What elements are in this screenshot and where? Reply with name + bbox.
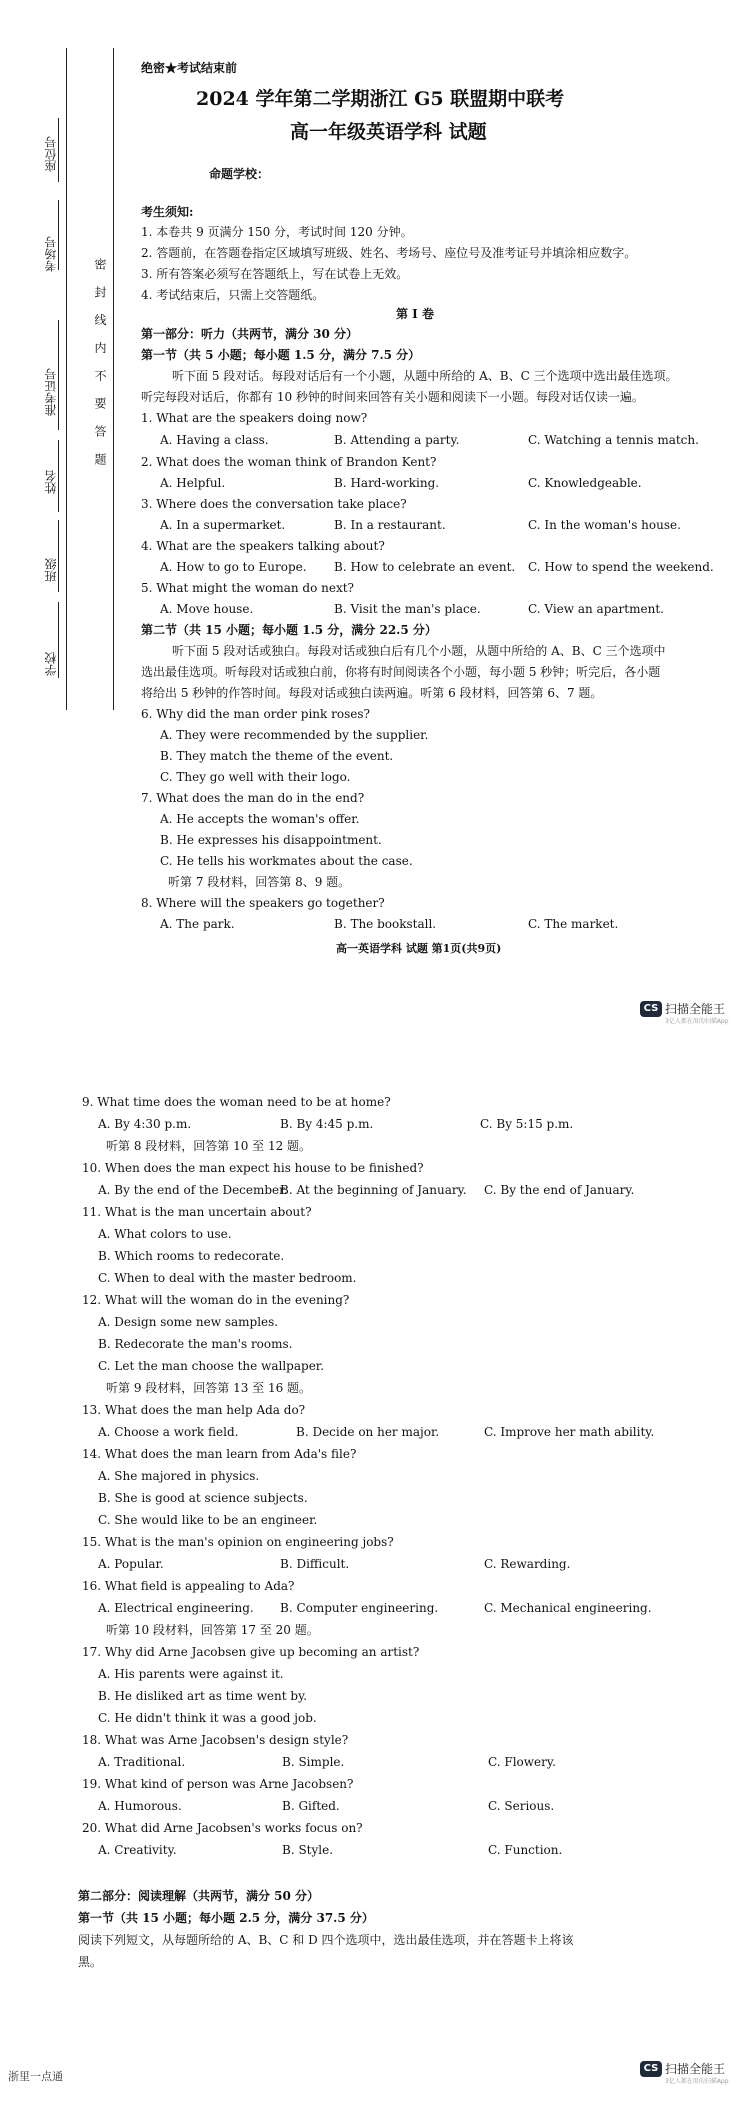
- q13-option-a: A. Choose a work field.: [98, 1425, 239, 1439]
- page-1-footer: 高一英语学科 试题 第1页(共9页): [336, 942, 502, 955]
- notice-1: 1. 本卷共 9 页满分 150 分，考试时间 120 分钟。: [141, 225, 413, 239]
- part2-section1-title: 第一节（共 15 小题；每小题 2.5 分，满分 37.5 分）: [78, 1911, 374, 1925]
- q15-option-b: B. Difficult.: [280, 1557, 350, 1571]
- section1-title: 第一节（共 5 小题；每小题 1.5 分，满分 7.5 分）: [141, 348, 421, 362]
- q16-option-b: B. Computer engineering.: [280, 1601, 439, 1615]
- section2-instruction-2: 选出最佳选项。听每段对话或独白前，你将有时间阅读各个小题，每小题 5 秒钟；听完后，各小题: [141, 665, 661, 679]
- q7-option-b: B. He expresses his disappointment.: [160, 833, 382, 847]
- side-field-school: 学校: [44, 652, 58, 676]
- part1-title: 第一部分：听力（共两节，满分 30 分）: [141, 327, 359, 341]
- q1-stem: 1. What are the speakers doing now?: [141, 411, 368, 425]
- q12-stem: 12. What will the woman do in the evening?: [82, 1293, 350, 1307]
- part2-section1-instruction-1: 阅读下列短文，从每题所给的 A、B、C 和 D 四个选项中，选出最佳选项，并在答题卡上将该: [78, 1933, 574, 1947]
- bottom-left-source: 浙里一点通: [8, 2070, 63, 2083]
- side-field-class: 班级: [44, 558, 58, 582]
- listen-8-note: 听第 8 段材料，回答第 10 至 12 题。: [106, 1139, 312, 1153]
- side-underline-class: [58, 520, 59, 592]
- q3-option-c: C. In the woman's house.: [528, 518, 681, 532]
- q15-option-c: C. Rewarding.: [484, 1557, 571, 1571]
- notice-title: 考生须知:: [141, 205, 194, 219]
- q3-option-a: A. In a supermarket.: [160, 518, 286, 532]
- q18-stem: 18. What was Arne Jacobsen's design style?: [82, 1733, 349, 1747]
- q1-option-b: B. Attending a party.: [334, 433, 460, 447]
- setter-school-label: 命题学校：: [209, 167, 270, 181]
- q1-option-a: A. Having a class.: [160, 433, 269, 447]
- q2-option-a: A. Helpful.: [160, 476, 226, 490]
- q18-option-b: B. Simple.: [282, 1755, 345, 1769]
- scanner-watermark-1: [640, 1000, 729, 1025]
- scanner-logo-icon-2: CS: [640, 2061, 662, 2077]
- q6-option-a: A. They were recommended by the supplier.: [160, 728, 429, 742]
- q9-option-b: B. By 4:45 p.m.: [280, 1117, 374, 1131]
- volume-title: 第 I 卷: [396, 307, 434, 321]
- q5-option-b: B. Visit the man's place.: [334, 602, 481, 616]
- q6-stem: 6. Why did the man order pink roses?: [141, 707, 370, 721]
- q20-stem: 20. What did Arne Jacobsen's works focus on?: [82, 1821, 363, 1835]
- q20-option-a: A. Creativity.: [98, 1843, 177, 1857]
- q12-option-b: B. Redecorate the man's rooms.: [98, 1337, 293, 1351]
- q9-option-c: C. By 5:15 p.m.: [480, 1117, 574, 1131]
- q3-stem: 3. Where does the conversation take place?: [141, 497, 407, 511]
- notice-4: 4. 考试结束后，只需上交答题纸。: [141, 288, 325, 302]
- section2-instruction-1: 听下面 5 段对话或独白。每段对话或独白后有几个小题，从题中所给的 A、B、C 三个选项中: [172, 644, 666, 658]
- q10-option-c: C. By the end of January.: [484, 1183, 635, 1197]
- q19-option-c: C. Serious.: [488, 1799, 555, 1813]
- q4-option-a: A. How to go to Europe.: [160, 560, 307, 574]
- q10-option-a: A. By the end of the December.: [98, 1183, 288, 1197]
- section1-instruction-2: 听完每段对话后，你都有 10 秒钟的时间来回答有关小题和阅读下一小题。每段对话仅读一遍。: [141, 390, 644, 404]
- part2-title: 第二部分：阅读理解（共两节，满分 50 分）: [78, 1889, 320, 1903]
- binding-line-outer: [66, 48, 67, 710]
- q11-option-b: B. Which rooms to redecorate.: [98, 1249, 285, 1263]
- q8-stem: 8. Where will the speakers go together?: [141, 896, 385, 910]
- scanner-logo-icon: CS: [640, 1001, 662, 1017]
- side-underline-school: [58, 602, 59, 678]
- q4-stem: 4. What are the speakers talking about?: [141, 539, 385, 553]
- q20-option-b: B. Style.: [282, 1843, 334, 1857]
- q17-option-c: C. He didn't think it was a good job.: [98, 1711, 317, 1725]
- seal-line-text: 密 封 线 内 不 要 答 题: [93, 258, 107, 471]
- q14-option-c: C. She would like to be an engineer.: [98, 1513, 318, 1527]
- q5-stem: 5. What might the woman do next?: [141, 581, 354, 595]
- q7-option-a: A. He accepts the woman's offer.: [160, 812, 360, 826]
- q18-option-c: C. Flowery.: [488, 1755, 556, 1769]
- notice-3: 3. 所有答案必须写在答题纸上，写在试卷上无效。: [141, 267, 409, 281]
- q8-option-b: B. The bookstall.: [334, 917, 437, 931]
- q2-stem: 2. What does the woman think of Brandon Kent?: [141, 455, 437, 469]
- scanner-name-2: 扫描全能王: [665, 2062, 726, 2076]
- q16-option-c: C. Mechanical engineering.: [484, 1601, 652, 1615]
- side-underline-room: [58, 200, 59, 270]
- q5-option-c: C. View an apartment.: [528, 602, 664, 616]
- q14-stem: 14. What does the man learn from Ada's file?: [82, 1447, 357, 1461]
- q16-stem: 16. What field is appealing to Ada?: [82, 1579, 295, 1593]
- q6-option-b: B. They match the theme of the event.: [160, 749, 394, 763]
- listen-9-note: 听第 9 段材料，回答第 13 至 16 题。: [106, 1381, 312, 1395]
- q12-option-a: A. Design some new samples.: [98, 1315, 279, 1329]
- side-field-name: 姓名: [44, 470, 58, 494]
- q4-option-c: C. How to spend the weekend.: [528, 560, 714, 574]
- listen-10-note: 听第 10 段材料，回答第 17 至 20 题。: [106, 1623, 319, 1637]
- q14-option-b: B. She is good at science subjects.: [98, 1491, 308, 1505]
- scanner-name: 扫描全能王: [665, 1002, 726, 1016]
- q19-option-b: B. Gifted.: [282, 1799, 340, 1813]
- q5-option-a: A. Move house.: [160, 602, 254, 616]
- section2-title: 第二节（共 15 小题；每小题 1.5 分，满分 22.5 分）: [141, 623, 437, 637]
- q9-option-a: A. By 4:30 p.m.: [98, 1117, 192, 1131]
- q4-option-b: B. How to celebrate an event.: [334, 560, 516, 574]
- side-field-id: 准考证号: [44, 368, 58, 416]
- q19-option-a: A. Humorous.: [98, 1799, 182, 1813]
- scanner-subtitle-2: 3亿人都在用的扫描App: [665, 2078, 729, 2085]
- q6-option-c: C. They go well with their logo.: [160, 770, 351, 784]
- q10-option-b: B. At the beginning of January.: [280, 1183, 467, 1197]
- q7-option-c: C. He tells his workmates about the case.: [160, 854, 413, 868]
- q2-option-c: C. Knowledgeable.: [528, 476, 642, 490]
- q2-option-b: B. Hard-working.: [334, 476, 440, 490]
- q11-option-c: C. When to deal with the master bedroom.: [98, 1271, 357, 1285]
- q19-stem: 19. What kind of person was Arne Jacobsen?: [82, 1777, 354, 1791]
- binding-line-inner: [113, 48, 114, 710]
- side-underline-name: [58, 440, 59, 512]
- q1-option-c: C. Watching a tennis match.: [528, 433, 699, 447]
- q15-option-a: A. Popular.: [98, 1557, 164, 1571]
- q11-stem: 11. What is the man uncertain about?: [82, 1205, 312, 1219]
- side-underline-seat: [58, 118, 59, 182]
- q13-option-b: B. Decide on her major.: [296, 1425, 440, 1439]
- section2-instruction-3: 将给出 5 秒钟的作答时间。每段对话或独白读两遍。听第 6 段材料，回答第 6、7 题。: [141, 686, 603, 700]
- q10-stem: 10. When does the man expect his house to be finished?: [82, 1161, 424, 1175]
- part2-section1-instruction-2: 黑。: [78, 1955, 103, 1969]
- q8-option-a: A. The park.: [160, 917, 235, 931]
- side-field-room: 考场号: [44, 236, 58, 272]
- side-underline-id: [58, 320, 59, 430]
- q12-option-c: C. Let the man choose the wallpaper.: [98, 1359, 325, 1373]
- exam-subtitle: 高一年级英语学科 试题: [290, 121, 487, 143]
- q14-option-a: A. She majored in physics.: [98, 1469, 260, 1483]
- q15-stem: 15. What is the man's opinion on engineering jobs?: [82, 1535, 394, 1549]
- listen-7-note: 听第 7 段材料，回答第 8、9 题。: [168, 875, 351, 889]
- scanner-subtitle: 3亿人都在用的扫描App: [665, 1018, 729, 1025]
- side-field-seat: 座位号: [44, 136, 58, 172]
- q8-option-c: C. The market.: [528, 917, 619, 931]
- q9-stem: 9. What time does the woman need to be at home?: [82, 1095, 391, 1109]
- q17-stem: 17. Why did Arne Jacobsen give up becoming an artist?: [82, 1645, 420, 1659]
- q16-option-a: A. Electrical engineering.: [98, 1601, 254, 1615]
- q20-option-c: C. Function.: [488, 1843, 563, 1857]
- q3-option-b: B. In a restaurant.: [334, 518, 446, 532]
- section1-instruction-1: 听下面 5 段对话。每段对话后有一个小题，从题中所给的 A、B、C 三个选项中选出最佳选项。: [172, 369, 678, 383]
- exam-title: 2024 学年第二学期浙江 G5 联盟期中联考: [196, 88, 565, 110]
- secret-note: 绝密★考试结束前: [141, 61, 238, 75]
- q13-option-c: C. Improve her math ability.: [484, 1425, 655, 1439]
- q13-stem: 13. What does the man help Ada do?: [82, 1403, 306, 1417]
- scanner-watermark-2: [640, 2060, 729, 2085]
- q11-option-a: A. What colors to use.: [98, 1227, 232, 1241]
- q7-stem: 7. What does the man do in the end?: [141, 791, 365, 805]
- q17-option-b: B. He disliked art as time went by.: [98, 1689, 308, 1703]
- notice-2: 2. 答题前，在答题卷指定区域填写班级、姓名、考场号、座位号及准考证号并填涂相应数字。: [141, 246, 637, 260]
- q17-option-a: A. His parents were against it.: [98, 1667, 284, 1681]
- q18-option-a: A. Traditional.: [98, 1755, 186, 1769]
